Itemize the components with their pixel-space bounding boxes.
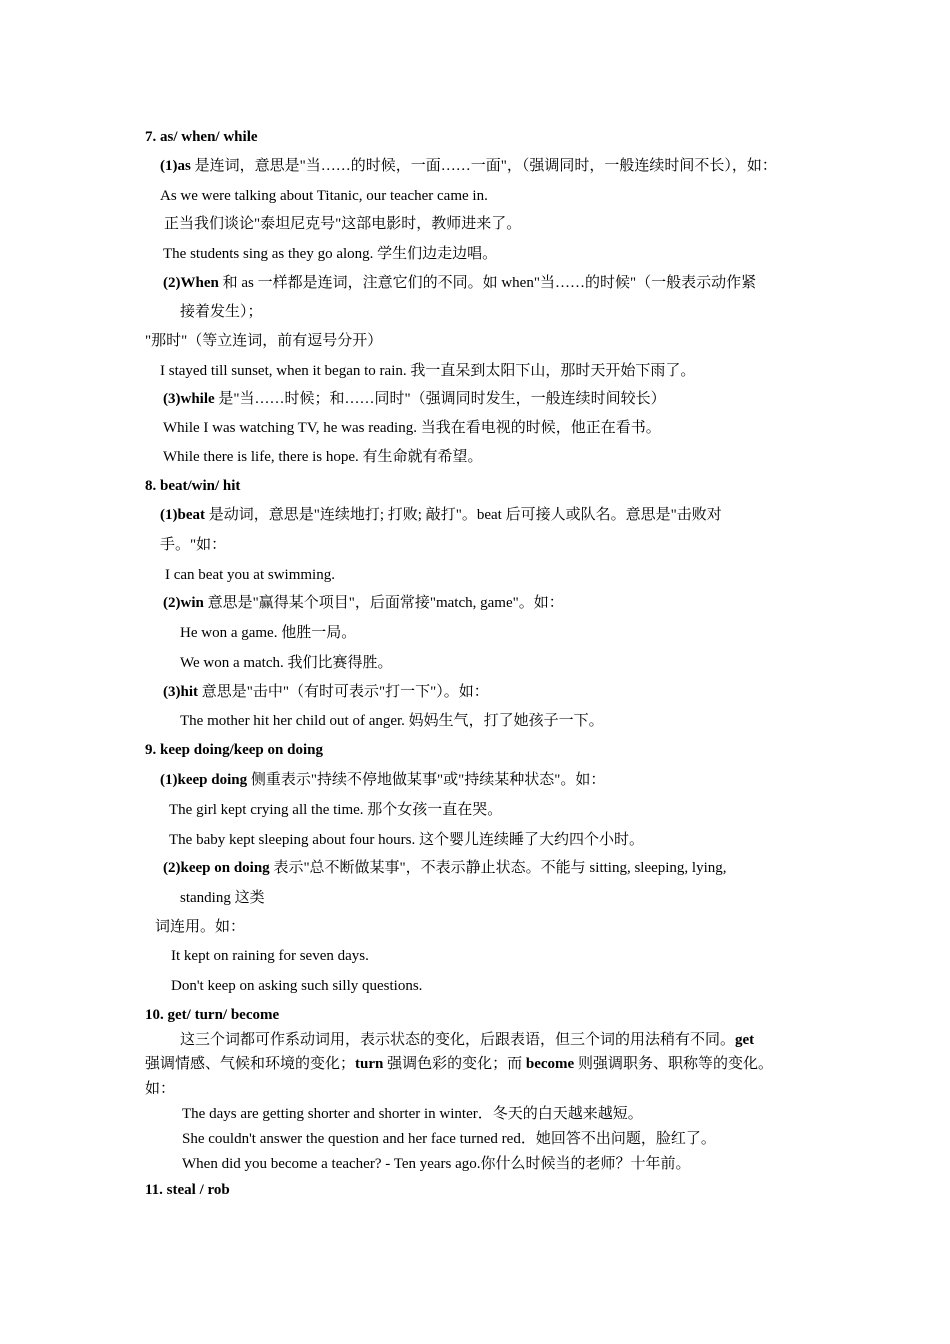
section-heading-10: 10. get/ turn/ become [145, 1007, 280, 1023]
section-heading-11: 11. steal / rob [145, 1182, 230, 1198]
example-sentence: When did you become a teacher? - Ten years ago.你什么时候当的老师？十年前。 [182, 1156, 691, 1172]
paragraph-text: 和 as 一样都是连词，注意它们的不同。如 when"当……的时候"（一般表示动作紧 [218, 275, 757, 291]
example-sentence: We won a match. 我们比赛得胜。 [180, 655, 393, 671]
paragraph-continuation: 如： [145, 1081, 176, 1097]
term-keep-doing: (1)keep doing [160, 772, 248, 788]
term-become: become [525, 1056, 575, 1072]
term-hit: (3)hit [163, 684, 198, 700]
example-sentence: Don't keep on asking such silly questions. [171, 978, 423, 994]
paragraph-continuation: 词连用。如： [155, 919, 246, 935]
paragraph-text: 是连词，意思是"当……的时候，一面……一面"，（强调同时，一般连续时间不长），如： [190, 158, 777, 174]
example-sentence: While there is life, there is hope. 有生命就有希望。 [163, 449, 483, 465]
paragraph-text: 侧重表示"持续不停地做某事"或"持续某种状态"。如： [247, 772, 606, 788]
example-sentence: The students sing as they go along. 学生们边走边唱。 [163, 246, 498, 262]
example-sentence: She couldn't answer the question and her face turned red．她回答不出问题，脸红了。 [182, 1131, 716, 1147]
paragraph-keep-doing [160, 770, 605, 790]
paragraph-text: 则强调职务、职称等的变化。 [574, 1056, 773, 1072]
term-turn: turn [355, 1056, 384, 1072]
example-sentence: It kept on raining for seven days. [171, 948, 369, 964]
paragraph-continuation [145, 1054, 773, 1074]
paragraph-continuation: 手。"如： [160, 537, 227, 553]
section-heading-9: 9. keep doing/keep on doing [145, 742, 323, 758]
term-while: (3)while [163, 391, 215, 407]
paragraph-hit [163, 682, 489, 702]
paragraph-continuation: 接着发生）； [180, 304, 263, 320]
term-get: get [735, 1032, 755, 1048]
example-sentence: The mother hit her child out of anger. 妈妈生气，打了她孩子一下。 [180, 713, 604, 729]
term-beat: (1)beat [160, 507, 205, 523]
example-sentence: While I was watching TV, he was reading. 当我在看电视的时候，他正在看书。 [163, 420, 661, 436]
paragraph-beat [160, 505, 722, 525]
example-translation: 正当我们谈论"泰坦尼克号"这部电影时，教师进来了。 [164, 216, 522, 232]
paragraph-text: 强调情感、气候和环境的变化； [145, 1056, 356, 1072]
paragraph-text: 是"当……时候；和……同时"（强调同时发生，一般连续时间较长） [214, 391, 666, 407]
term-win: (2)win [163, 595, 204, 611]
example-sentence: The baby kept sleeping about four hours. 这个婴儿连续睡了大约四个小时。 [169, 832, 644, 848]
paragraph-when [163, 273, 756, 293]
paragraph-keep-on-doing [163, 858, 727, 878]
paragraph-get-turn-become [180, 1030, 754, 1050]
example-sentence: I stayed till sunset, when it began to rain. 我一直呆到太阳下山，那时天开始下雨了。 [160, 363, 696, 379]
paragraph-as [160, 156, 777, 176]
section-heading-7: 7. as/ when/ while [145, 129, 258, 145]
term-when: (2)When [163, 275, 219, 291]
paragraph-text: 这三个词都可作系动词用，表示状态的变化，后跟表语，但三个词的用法稍有不同。 [180, 1032, 736, 1048]
term-keep-on-doing: (2)keep on doing [163, 860, 270, 876]
example-sentence: The girl kept crying all the time. 那个女孩一直在哭。 [169, 802, 503, 818]
paragraph-continuation: "那时"（等立连词，前有逗号分开） [145, 333, 383, 349]
paragraph-win [163, 593, 564, 613]
paragraph-text: 表示"总不断做某事"，不表示静止状态。不能与 sitting, sleeping, lying, [269, 860, 727, 876]
paragraph-text: 意思是"赢得某个项目"，后面常接"match, game"。如： [203, 595, 564, 611]
example-sentence: I can beat you at swimming. [165, 567, 335, 583]
example-sentence: As we were talking about Titanic, our teacher came in. [160, 188, 488, 204]
example-sentence: He won a game. 他胜一局。 [180, 625, 357, 641]
paragraph-text: 是动词，意思是"连续地打; 打败; 敲打"。beat 后可接人或队名。意思是"击败对 [205, 507, 722, 523]
section-heading-8: 8. beat/win/ hit [145, 478, 241, 494]
paragraph-continuation: standing 这类 [180, 890, 265, 906]
example-sentence: The days are getting shorter and shorter in winter．冬天的白天越来越短。 [182, 1106, 643, 1122]
paragraph-text: 强调色彩的变化；而 [383, 1056, 526, 1072]
paragraph-while [163, 389, 666, 409]
paragraph-text: 意思是"击中"（有时可表示"打一下"）。如： [198, 684, 489, 700]
term-as: (1)as [160, 158, 191, 174]
